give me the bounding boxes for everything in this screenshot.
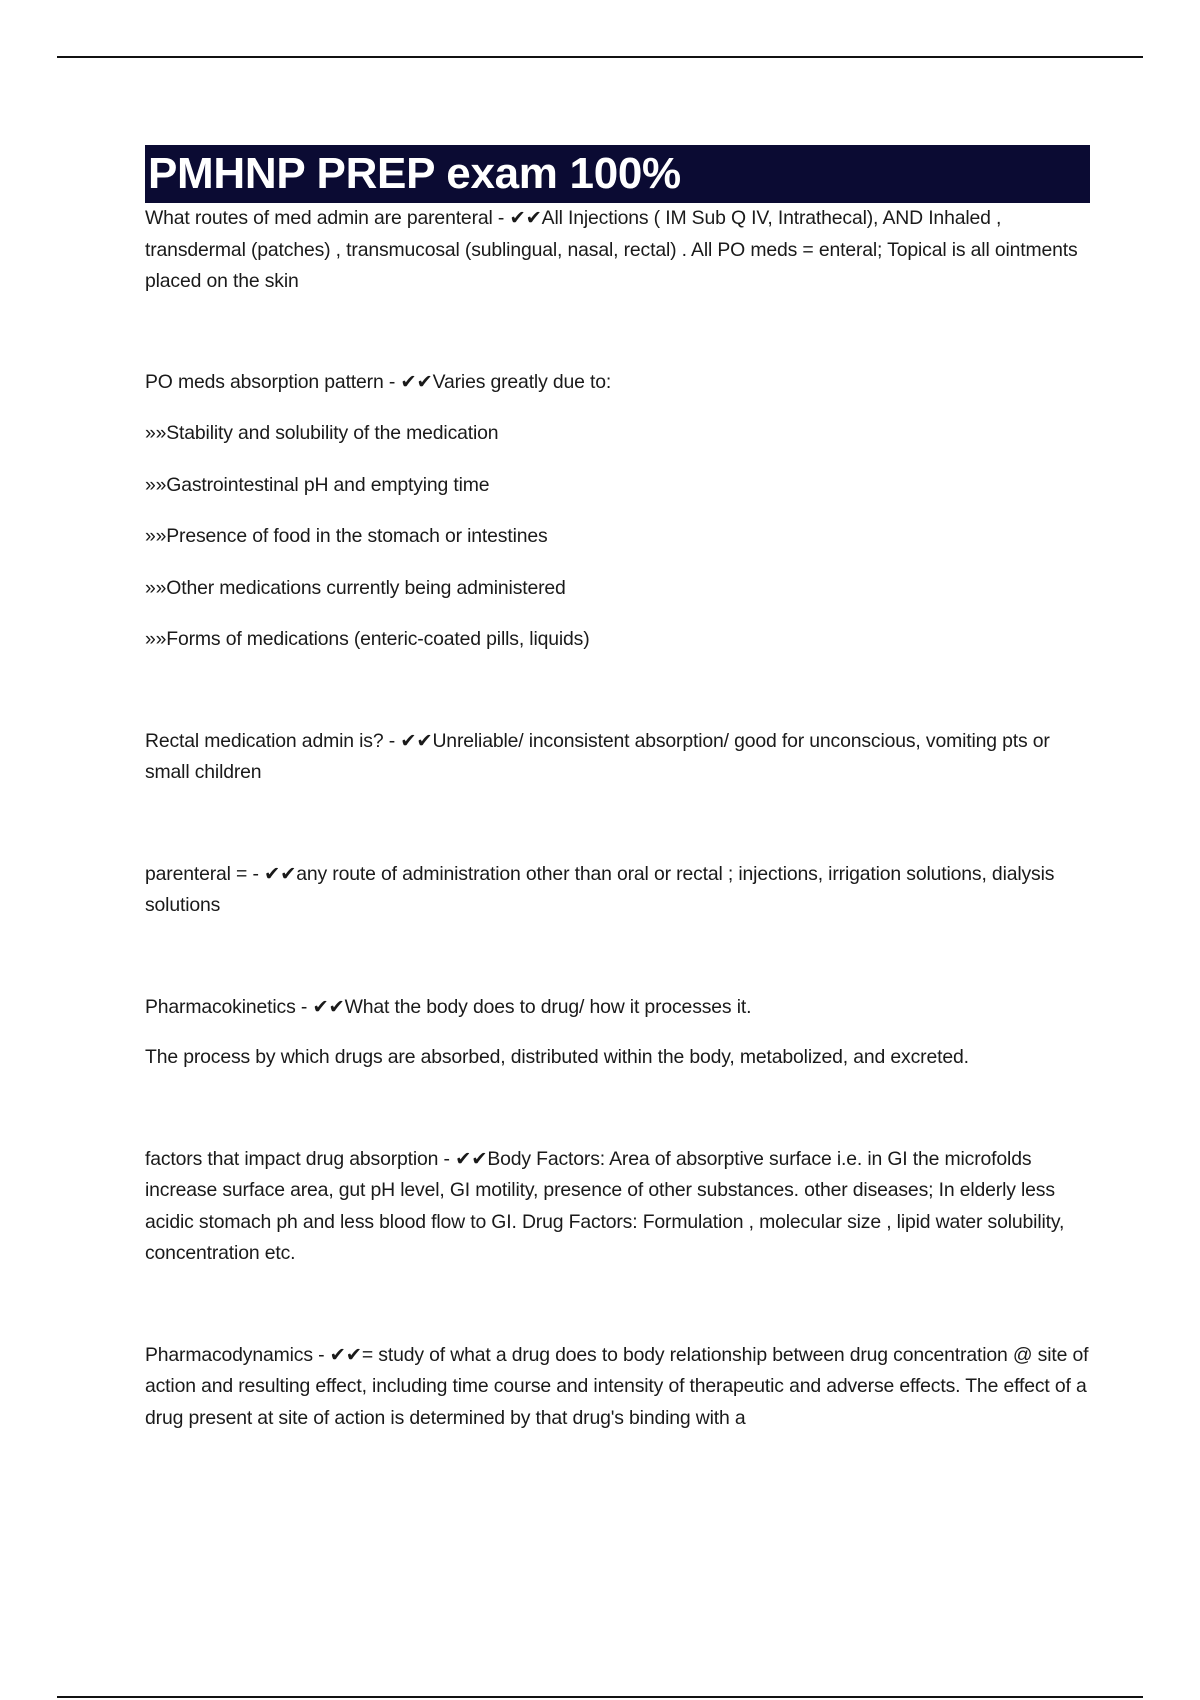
qa-entry-rectal-admin xyxy=(145,726,1090,789)
top-divider xyxy=(57,56,1143,58)
question-term: What routes of med admin are parenteral xyxy=(145,207,493,229)
check-icon: ✔✔ xyxy=(509,207,542,229)
question-term: factors that impact drug absorption xyxy=(145,1147,439,1170)
document-body xyxy=(145,145,1090,1434)
question-term: Rectal medication admin is? xyxy=(145,729,384,752)
qa-text xyxy=(145,367,1090,399)
document-title: PMHNP PREP exam 100% xyxy=(145,145,1090,203)
qa-entry-parenteral-routes xyxy=(145,203,1090,298)
separator: - xyxy=(312,1343,330,1366)
separator: - xyxy=(295,995,313,1018)
qa-entry-po-absorption xyxy=(145,367,1090,656)
list-item: »»Forms of medications (enteric-coated pills, liquids) xyxy=(145,628,590,650)
answer-text: = study of what a drug does to body relationship between drug concentration @ site of action and resulting effect, including time course and intensity of therapeutic and adverse effects. The effect of a drug present at site of action is determined by that drug's binding with a xyxy=(145,1343,1089,1429)
question-term: Pharmacokinetics xyxy=(145,995,296,1018)
separator: - xyxy=(383,370,401,393)
list-item: »»Other medications currently being administered xyxy=(145,576,566,599)
separator: - xyxy=(383,729,401,752)
qa-text xyxy=(145,726,1090,789)
answer-text: any route of administration other than oral or rectal ; injections, irrigation solutions, dialysis solutions xyxy=(145,862,1055,916)
check-icon: ✔✔ xyxy=(329,1343,362,1366)
question-term: PO meds absorption pattern xyxy=(145,370,384,393)
bottom-divider xyxy=(57,1696,1143,1698)
qa-entry-absorption-factors xyxy=(145,1144,1090,1270)
qa-entry-parenteral-definition xyxy=(145,859,1090,922)
qa-text xyxy=(145,1340,1090,1435)
qa-entry-pharmacodynamics xyxy=(145,1340,1090,1435)
answer-text: All Injections ( IM Sub Q IV, Intrathecal), AND Inhaled , transdermal (patches) , transmucosal (sublingual, nasal, rectal) . All PO meds = enteral; Topical is all ointments placed on the skin xyxy=(145,207,1078,292)
qa-entry-pharmacokinetics xyxy=(145,992,1090,1074)
qa-text xyxy=(145,203,1090,298)
answer-text: Body Factors: Area of absorptive surface i.e. in GI the microfolds increase surface area, gut pH level, GI motility, presence of other substances. other diseases; In elderly less acidic stomach ph and less blood flow to GI. Drug Factors: Formulation , molecular size , lipid water solubility, concentration etc. xyxy=(145,1147,1065,1264)
separator: - xyxy=(247,862,265,885)
answer-continuation: The process by which drugs are absorbed, distributed within the body, metabolized, and excreted. xyxy=(145,1046,969,1068)
list-item: »»Stability and solubility of the medication xyxy=(145,422,499,444)
qa-text xyxy=(145,1144,1090,1270)
check-icon: ✔✔ xyxy=(312,995,345,1018)
answer-text: Unreliable/ inconsistent absorption/ good for unconscious, vomiting pts or small children xyxy=(145,729,1050,783)
qa-text xyxy=(145,992,1090,1024)
list-item: »»Presence of food in the stomach or intestines xyxy=(145,525,548,547)
separator: - xyxy=(438,1147,456,1170)
question-term: Pharmacodynamics xyxy=(145,1343,313,1366)
check-icon: ✔✔ xyxy=(400,370,433,393)
answer-text: Varies greatly due to: xyxy=(432,370,612,393)
answer-text: What the body does to drug/ how it processes it. xyxy=(344,995,752,1018)
qa-text xyxy=(145,859,1090,922)
list-item: »»Gastrointestinal pH and emptying time xyxy=(145,473,490,496)
question-term: parenteral = xyxy=(145,862,248,885)
separator: - xyxy=(492,207,510,229)
check-icon: ✔✔ xyxy=(455,1147,488,1170)
check-icon: ✔✔ xyxy=(264,862,297,885)
check-icon: ✔✔ xyxy=(400,729,433,752)
